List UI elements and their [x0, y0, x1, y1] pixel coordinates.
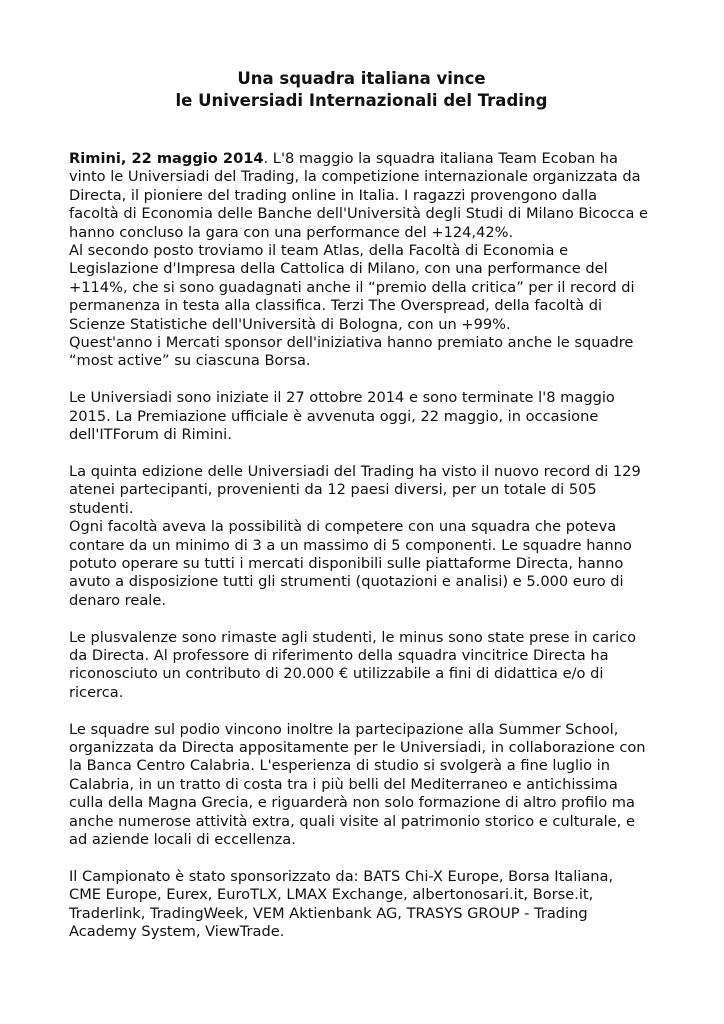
line-text: culla della Magna Grecia, e riguarderà non solo formazione di altro profilo ma: [69, 794, 635, 812]
line-text: Quest'anno i Mercati sponsor dell'iniziativa hanno premiato anche le squadre: [69, 334, 634, 352]
paragraph: [69, 868, 654, 942]
line-text: Academy System, ViewTrade.: [69, 922, 285, 940]
text-line: [69, 923, 654, 941]
text-line: [69, 297, 654, 315]
line-text: Legislazione d'Impresa della Cattolica di Milano, con una performance del: [69, 260, 608, 278]
text-line: [69, 739, 654, 757]
text-line: [69, 905, 654, 923]
text-line: [69, 757, 654, 775]
line-text: La quinta edizione delle Universiadi del Trading ha visto il nuovo record di 129: [69, 462, 641, 480]
text-line: [69, 794, 654, 812]
text-line: [69, 481, 654, 499]
line-text: potuto operare su tutti i mercati disponibili sulle piattaforme Directa, hanno: [69, 554, 624, 572]
text-line: [69, 629, 654, 647]
line-text: . L'8 maggio la squadra italiana Team Ecoban ha: [263, 150, 618, 167]
line-text: “most active” su ciascuna Borsa.: [69, 352, 311, 370]
text-line: [69, 500, 654, 518]
text-line: [69, 721, 654, 739]
line-text: Ogni facoltà aveva la possibilità di competere con una squadra che poteva: [69, 518, 617, 536]
line-text: facoltà di Economia delle Banche dell'Università degli Studi di Milano Bicocca e: [69, 205, 649, 223]
line-text: Directa, il pioniere del trading online in Italia. I ragazzi provengono dalla: [69, 186, 598, 204]
text-line: [69, 573, 654, 591]
line-text: avuto a disposizione tutti gli strumenti (quotazioni e analisi) e 5.000 euro di: [69, 573, 624, 591]
line-text: ricerca.: [69, 683, 124, 701]
line-text: 2015. La Premiazione ufficiale è avvenuta oggi, 22 maggio, in occasione: [69, 407, 599, 425]
line-text: Le Universiadi sono iniziate il 27 ottobre 2014 e sono terminate l'8 maggio: [69, 389, 615, 407]
text-line: [69, 463, 654, 481]
text-line: [69, 389, 654, 407]
line-text: ad aziende locali di eccellenza.: [69, 830, 296, 848]
line-text: Le plusvalenze sono rimaste agli studenti, le minus sono state prese in carico: [69, 628, 637, 646]
paragraph: [69, 629, 654, 703]
text-line: [69, 518, 654, 536]
line-text: la Banca Centro Calabria. L'esperienza di studio si svolgerà a fine luglio in: [69, 757, 610, 775]
text-line: [69, 886, 654, 904]
text-line: [69, 555, 654, 573]
line-text: denaro reale.: [69, 591, 166, 609]
line-text: atenei partecipanti, provenienti da 12 paesi diversi, per un totale di 505: [69, 481, 597, 499]
text-line: [69, 205, 654, 223]
line-text: organizzata da Directa appositamente per le Universiadi, in collaborazione con: [69, 738, 646, 756]
line-text: riconosciuto un contributo di 20.000 € utilizzabile a fini di didattica e/o di: [69, 665, 604, 683]
line-text: Calabria, in un tratto di costa tra i più belli del Mediterraneo e antichissima: [69, 775, 618, 793]
paragraph: [69, 150, 654, 371]
text-line: [69, 168, 654, 186]
text-line: [69, 242, 654, 260]
line-text: +114%, che si sono guadagnati anche il “premio della critica” per il record di: [69, 278, 635, 296]
text-line: [69, 592, 654, 610]
text-line: [69, 187, 654, 205]
text-line: [69, 260, 654, 278]
text-line: [69, 537, 654, 555]
line-text: Il Campionato è stato sponsorizzato da: BATS Chi-X Europe, Borsa Italiana,: [69, 867, 614, 885]
text-line: [69, 224, 654, 242]
line-text: studenti.: [69, 499, 134, 517]
text-line: [69, 316, 654, 334]
text-line: [69, 776, 654, 794]
line-text: Traderlink, TradingWeek, VEM Aktienbank AG, TRASYS GROUP - Trading: [69, 904, 588, 922]
title-line: Una squadra italiana vince: [237, 69, 486, 88]
line-text: CME Europe, Eurex, EuroTLX, LMAX Exchange, albertonosari.it, Borse.it,: [69, 886, 594, 904]
text-line: [69, 684, 654, 702]
line-text: Le squadre sul podio vincono inoltre la partecipazione alla Summer School,: [69, 720, 619, 738]
line-text: da Directa. Al professore di riferimento della squadra vincitrice Directa ha: [69, 646, 609, 664]
text-line: [69, 334, 654, 352]
title-line: le Universiadi Internazionali del Trading: [175, 91, 548, 110]
paragraph: [69, 463, 654, 610]
line-text: hanno concluso la gara con una performance del +124,42%.: [69, 223, 514, 241]
document-title: [69, 0, 654, 112]
dateline: Rimini, 22 maggio 2014: [69, 150, 264, 167]
line-text: Al secondo posto troviamo il team Atlas, della Facoltà di Economia e: [69, 242, 569, 260]
line-text: anche numerose attività extra, quali visite al patrimonio storico e culturale, e: [69, 812, 635, 830]
text-line: [69, 813, 654, 831]
text-line: [69, 426, 654, 444]
text-line: [69, 647, 654, 665]
text-line: [69, 665, 654, 683]
text-line: [69, 408, 654, 426]
paragraph: [69, 389, 654, 444]
line-text: Scienze Statistiche dell'Università di Bologna, con un +99%.: [69, 315, 511, 333]
text-line: [69, 352, 654, 370]
line-text: vinto le Universiadi del Trading, la competizione internazionale organizzata da: [69, 168, 641, 186]
document-body: [69, 150, 654, 941]
text-line: [69, 279, 654, 297]
line-text: dell'ITForum di Rimini.: [69, 426, 232, 444]
text-line: [69, 150, 654, 168]
line-text: permanenza in testa alla classifica. Terzi The Overspread, della facoltà di: [69, 297, 603, 315]
text-line: [69, 831, 654, 849]
line-text: contare da un minimo di 3 a un massimo di 5 componenti. Le squadre hanno: [69, 536, 632, 554]
text-line: [69, 868, 654, 886]
paragraph: [69, 721, 654, 850]
